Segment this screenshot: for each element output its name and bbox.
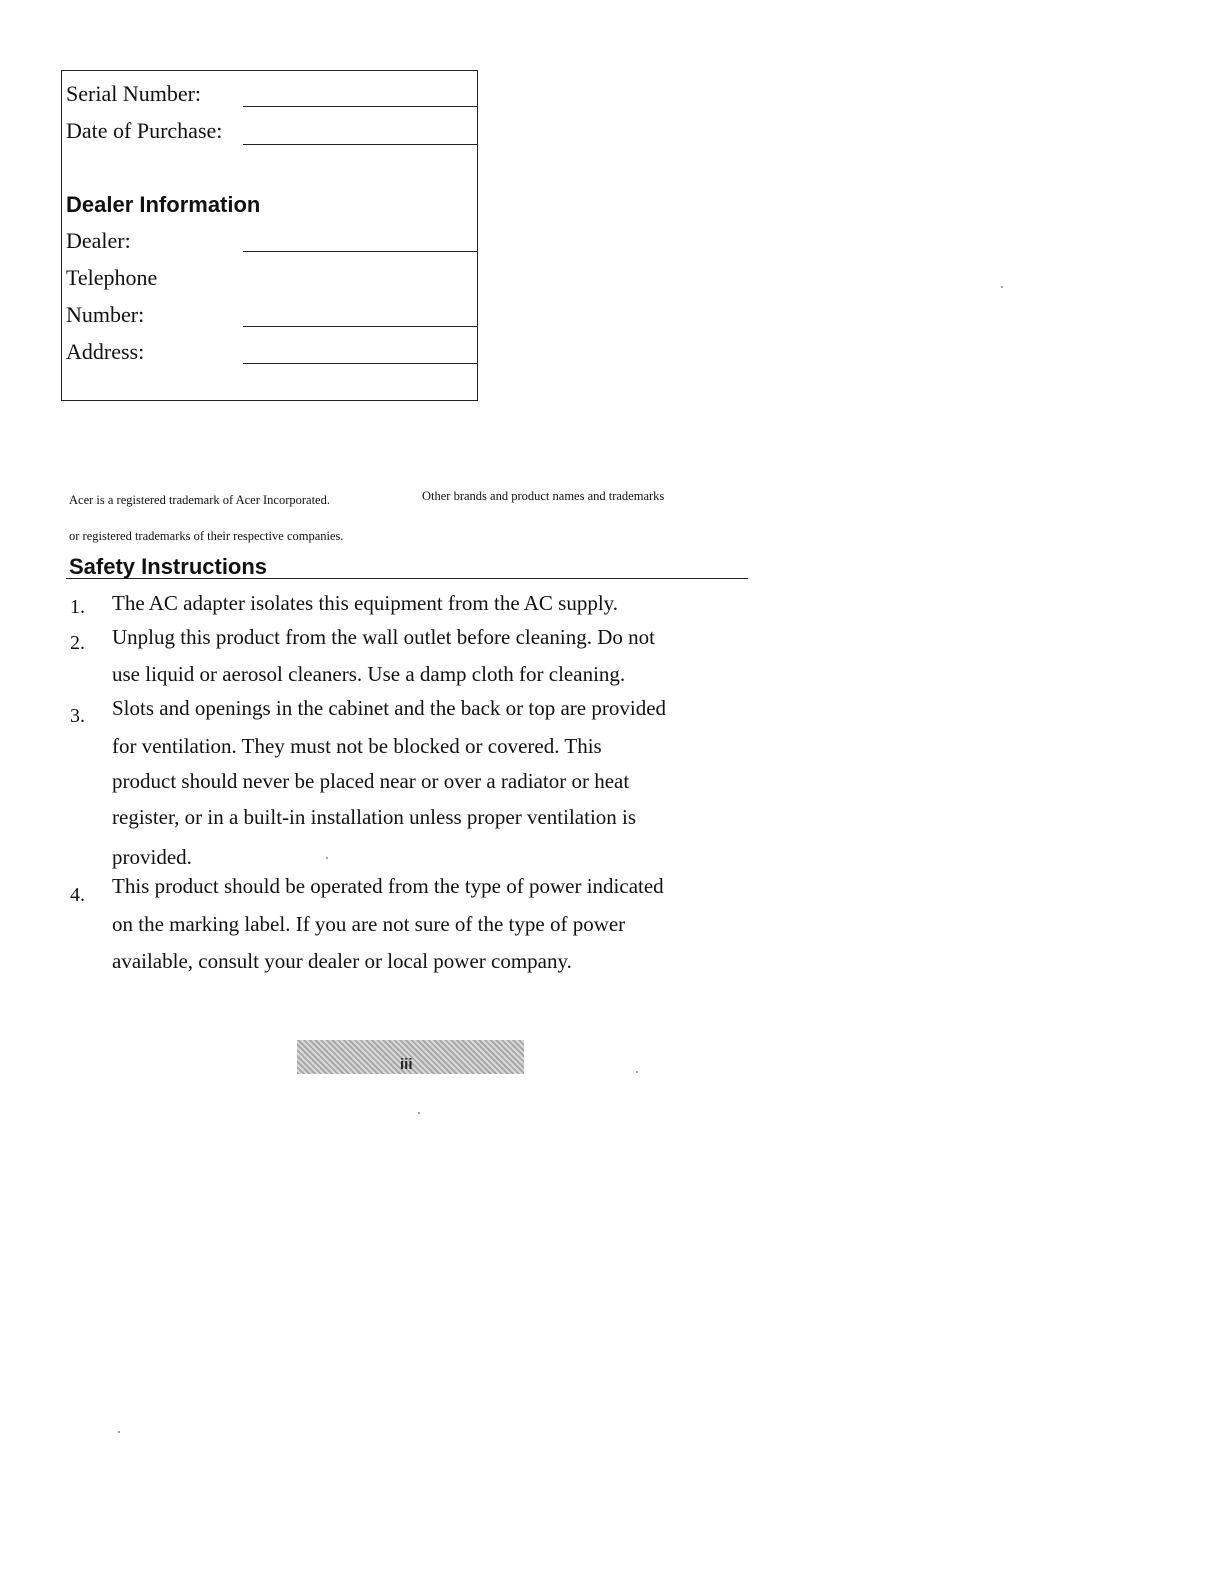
item-line: Slots and openings in the cabinet and the back or top are provided (112, 696, 667, 720)
page-number: iii (400, 1056, 413, 1073)
item-line: available, consult your dealer or local power company. (112, 949, 572, 973)
address-line (243, 363, 478, 364)
trademark-line-1a: Acer is a registered trademark of Acer Incorporated. (69, 493, 330, 507)
serial-number-label: Serial Number: (66, 81, 202, 106)
item-line: This product should be operated from the type of power indicated (112, 874, 664, 898)
item-line: product should never be placed near or over a radiator or heat (112, 769, 630, 793)
dealer-line (243, 251, 478, 252)
serial-number-line (243, 106, 478, 107)
dealer-information-heading: Dealer Information (66, 192, 261, 217)
telephone-line (243, 326, 478, 327)
item-line: on the marking label. If you are not sure of the type of power (112, 912, 626, 936)
item-line: The AC adapter isolates this equipment from the AC supply. (112, 591, 619, 615)
scan-speck (1001, 286, 1003, 288)
item-line: for ventilation. They must not be blocked or covered. This (112, 734, 602, 758)
trademark-line-1b: Other brands and product names and trademarks (422, 489, 665, 503)
scan-speck (118, 1431, 120, 1433)
safety-instructions-heading: Safety Instructions (69, 554, 268, 579)
trademark-line-2: or registered trademarks of their respective companies. (69, 529, 344, 543)
address-label: Address: (66, 339, 145, 364)
scan-speck (636, 1071, 638, 1073)
item-number: 3. (70, 705, 85, 727)
date-of-purchase-line (243, 144, 478, 145)
date-of-purchase-label: Date of Purchase: (66, 118, 223, 143)
scan-speck (418, 1112, 420, 1114)
item-line: register, or in a built-in installation unless proper ventilation is (112, 805, 637, 829)
item-number: 2. (70, 632, 85, 654)
item-line: use liquid or aerosol cleaners. Use a damp cloth for cleaning. (112, 662, 626, 686)
scan-speck (326, 857, 328, 859)
number-label: Number: (66, 302, 145, 327)
telephone-label: Telephone (66, 265, 158, 290)
item-number: 1. (70, 596, 85, 618)
safety-heading-rule (66, 578, 748, 579)
item-line: Unplug this product from the wall outlet before cleaning. Do not (112, 625, 655, 649)
item-line: provided. (112, 845, 192, 869)
item-number: 4. (70, 884, 85, 906)
dealer-label: Dealer: (66, 228, 131, 253)
